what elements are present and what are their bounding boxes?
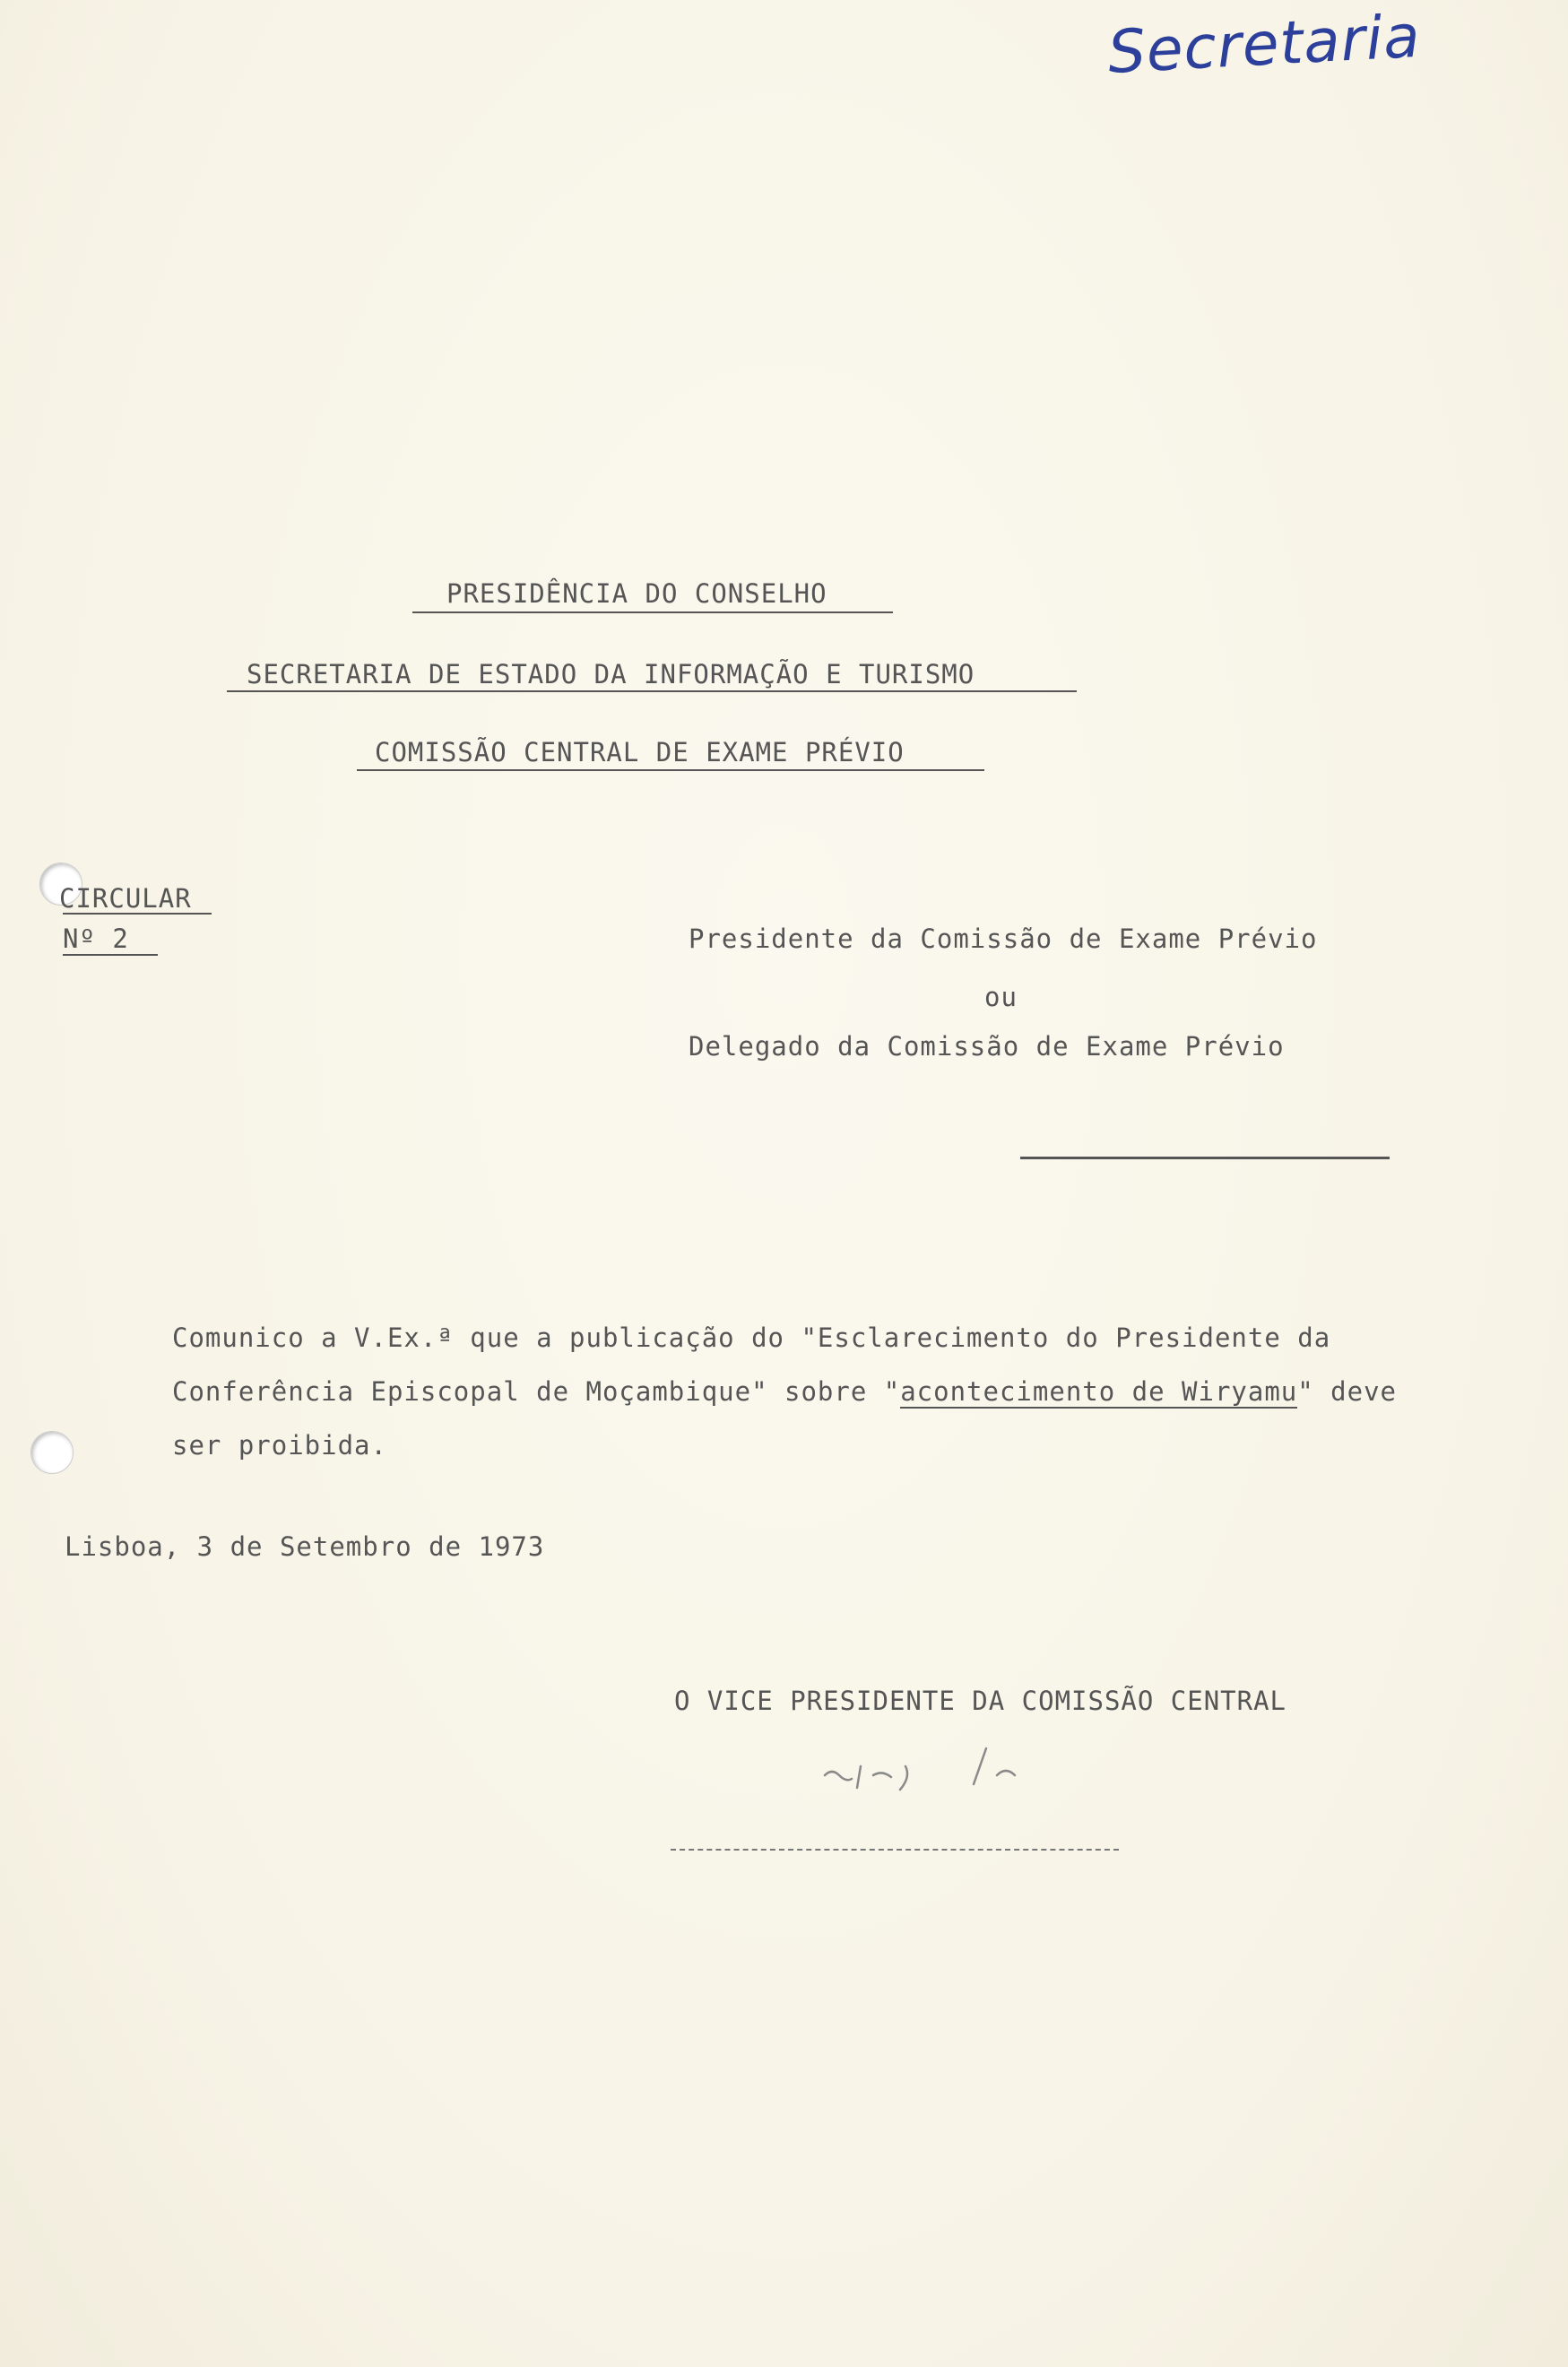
handwritten-note: Secretaria <box>1105 1 1423 87</box>
circular-label-underline <box>63 913 212 915</box>
circular-label: CIRCULAR <box>59 883 192 914</box>
signature-line <box>671 1849 1119 1851</box>
header-underline-2 <box>227 690 1077 692</box>
header-line-1: PRESIDÊNCIA DO CONSELHO <box>446 578 827 609</box>
body-text-underlined: acontecimento de Wiryamu <box>900 1376 1298 1407</box>
body-paragraph <box>65 1311 1427 1472</box>
addressee-line-2: ou <box>984 982 1018 1012</box>
addressee-line-3: Delegado da Comissão de Exame Prévio <box>689 1031 1285 1062</box>
circular-number-underline <box>63 954 158 956</box>
header-underline-3 <box>357 769 984 771</box>
signatory-title: O VICE PRESIDENTE DA COMISSÃO CENTRAL <box>674 1686 1287 1716</box>
addressee-line-1: Presidente da Comissão de Exame Prévio <box>689 923 1318 954</box>
body-text-part-1: Comunico a V.Ex.ª que a publicação do "Esclarecimento do Presidente da Conferência Episcopal de Moçambique" sobre " <box>172 1322 1331 1407</box>
header-line-2: SECRETARIA DE ESTADO DA INFORMAÇÃO E TURISMO <box>247 659 975 689</box>
body-text-part-2: " deve ser proibida. <box>172 1376 1398 1461</box>
header-underline-1 <box>412 611 893 613</box>
addressee-blank-line <box>1020 1157 1390 1159</box>
signature-mark <box>681 1739 1094 1811</box>
circular-number: Nº 2 <box>63 923 129 954</box>
place-date: Lisboa, 3 de Setembro de 1973 <box>65 1531 545 1562</box>
header-line-3: COMISSÃO CENTRAL DE EXAME PRÉVIO <box>375 737 905 767</box>
